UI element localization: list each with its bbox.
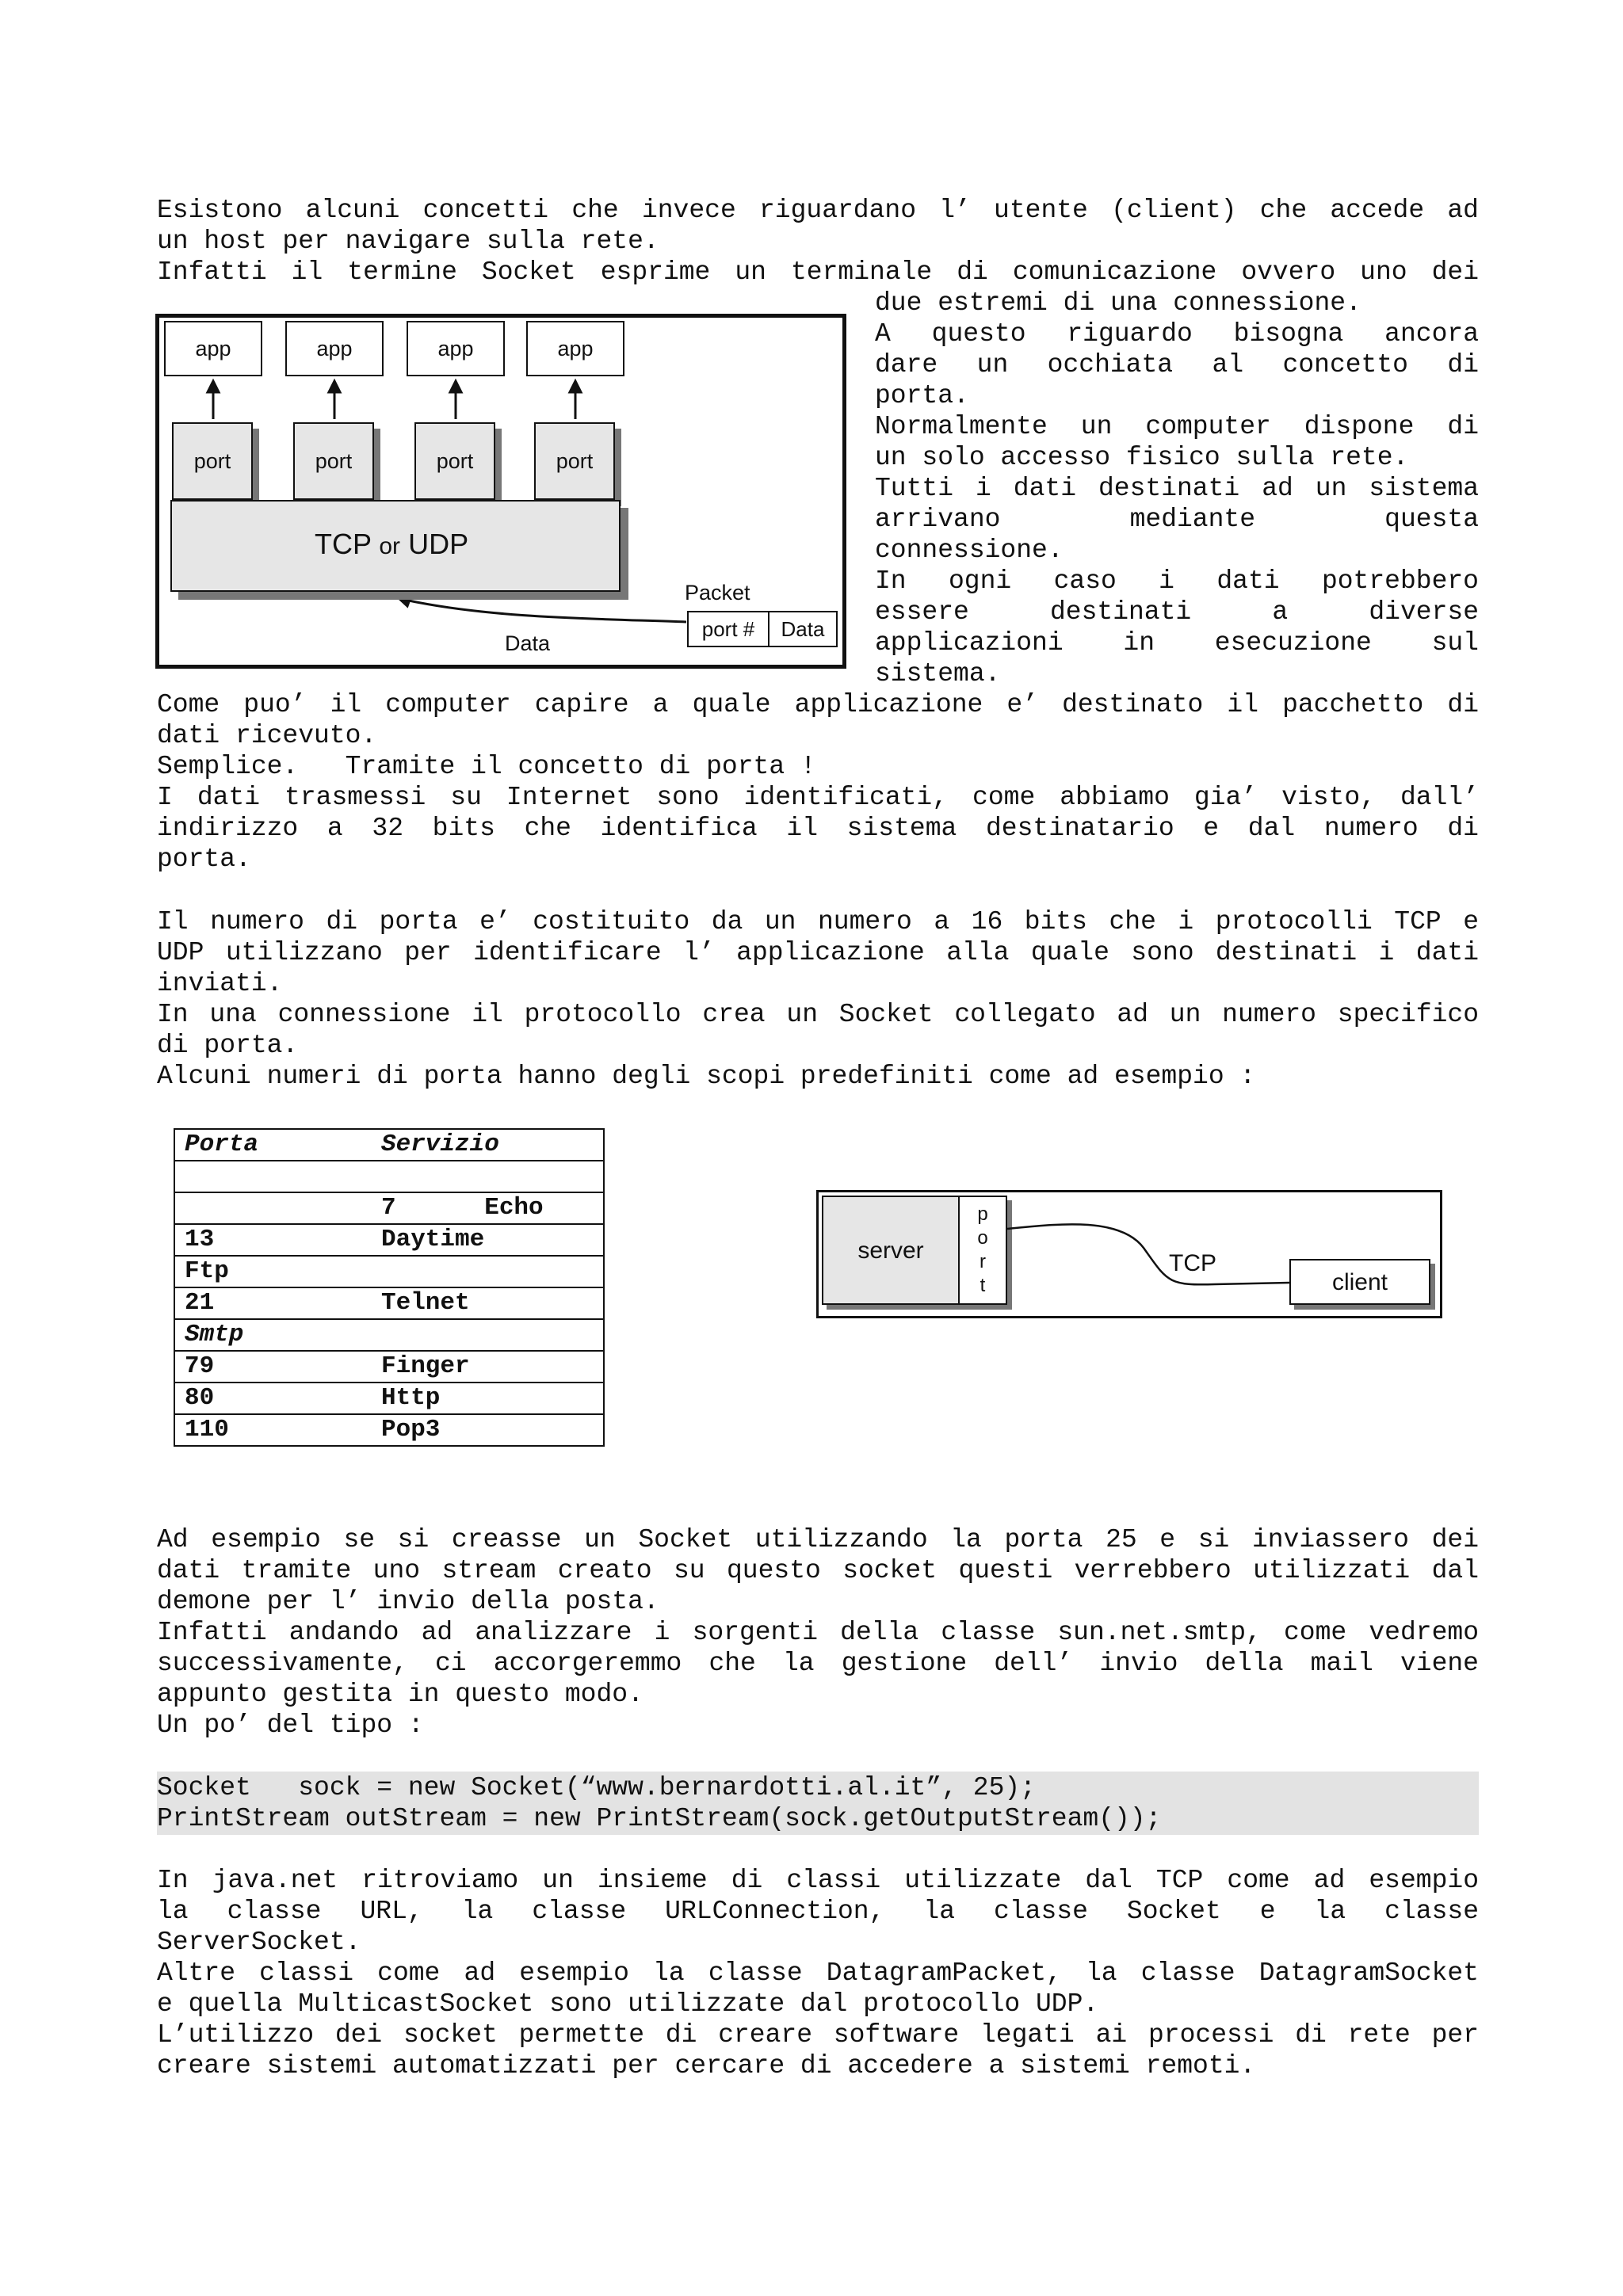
server-box: server	[822, 1196, 960, 1305]
packet-port-field: port #	[687, 611, 769, 647]
table-cell: 110	[174, 1414, 372, 1446]
paragraph-line: appunto gestita in questo modo.	[157, 1680, 643, 1709]
table-header: Servizio	[372, 1129, 604, 1161]
table-cell: Smtp	[174, 1319, 372, 1351]
app-box: app	[407, 321, 505, 376]
table-cell: Ftp	[174, 1256, 372, 1287]
paragraph-line: essere destinati a diverse	[875, 597, 1479, 627]
table-row	[174, 1287, 604, 1319]
tcp-label: TCP	[1169, 1250, 1216, 1276]
packet-label: Packet	[685, 581, 750, 605]
paragraph-line: dare un occhiata al concetto di	[875, 350, 1479, 379]
paragraph-line: Il numero di porta e’ costituito da un numero a 16 bits che i protocolli TCP e	[157, 907, 1479, 936]
paragraph-line: I dati trasmessi su Internet sono identificati, come abbiamo gia’ visto, dall’	[157, 783, 1479, 812]
paragraph-line: Infatti andando ad analizzare i sorgenti della classe sun.net.smtp, come vedremo	[157, 1618, 1479, 1647]
paragraph-line: di porta.	[157, 1031, 299, 1060]
app-box: app	[164, 321, 262, 376]
code-line: Socket sock = new Socket(“www.bernardotti.al.it”, 25);	[157, 1773, 1036, 1802]
server-client-diagram	[816, 1190, 1442, 1318]
table-header: Porta	[174, 1129, 372, 1161]
paragraph-line: ServerSocket.	[157, 1928, 361, 1957]
paragraph-line: Infatti il termine Socket esprime un terminale di comunicazione ovvero uno dei	[157, 257, 1479, 287]
paragraph-line: inviati.	[157, 969, 283, 998]
packet-data-field: Data	[768, 611, 838, 647]
paragraph-line: L’utilizzo dei socket permette di creare software legati ai processi di rete per	[157, 2020, 1479, 2050]
app-box: app	[526, 321, 624, 376]
paragraph-line: applicazioni in esecuzione sul	[875, 628, 1479, 658]
paragraph-line: Un po’ del tipo :	[157, 1711, 424, 1740]
table-row	[174, 1383, 604, 1414]
table-cell: 79	[174, 1351, 372, 1383]
paragraph-line: dati tramite uno stream creato su questo socket questi verrebbero utilizzati dal	[157, 1556, 1479, 1585]
paragraph-line: un host per navigare sulla rete.	[157, 227, 659, 256]
paragraph-line: Alcuni numeri di porta hanno degli scopi predefiniti come ad esempio :	[157, 1062, 1256, 1091]
table-cell	[372, 1319, 604, 1351]
paragraph-line: In java.net ritroviamo un insieme di classi utilizzate dal TCP come ad esempio	[157, 1866, 1479, 1895]
paragraph-line: Tutti i dati destinati ad un sistema	[875, 474, 1479, 503]
client-box: client	[1289, 1259, 1430, 1305]
port-box: port	[293, 422, 374, 500]
port-box: port	[534, 422, 615, 500]
table-row	[174, 1161, 604, 1192]
paragraph-line: In ogni caso i dati potrebbero	[875, 566, 1479, 596]
data-arrow-label: Data	[505, 631, 551, 655]
paragraph-line: demone per l’ invio della posta.	[157, 1587, 659, 1616]
port-table	[174, 1128, 605, 1447]
table-row	[174, 1414, 604, 1446]
paragraph-line: connessione.	[875, 536, 1064, 565]
paragraph-line: creare sistemi automatizzati per cercare di accedere a sistemi remoti.	[157, 2051, 1256, 2081]
table-cell	[372, 1161, 604, 1192]
table-row	[174, 1319, 604, 1351]
paragraph-line: porta.	[157, 845, 251, 874]
table-cell: Telnet	[372, 1287, 604, 1319]
paragraph-line: un solo accesso fisico sulla rete.	[875, 443, 1409, 472]
paragraph-line: la classe URL, la classe URLConnection, la classe Socket e la classe	[157, 1897, 1479, 1926]
table-cell: 7 Echo	[372, 1192, 604, 1224]
table-cell	[174, 1161, 372, 1192]
table-row	[174, 1224, 604, 1256]
table-cell	[372, 1256, 604, 1287]
table-cell	[174, 1192, 372, 1224]
socket-ports-diagram	[155, 314, 846, 669]
table-row	[174, 1256, 604, 1287]
paragraph-line: sistema.	[875, 659, 1001, 688]
paragraph-line: dati ricevuto.	[157, 721, 377, 750]
paragraph-line: arrivano mediante questa	[875, 505, 1479, 534]
table-cell: Pop3	[372, 1414, 604, 1446]
table-header-row	[174, 1129, 604, 1161]
paragraph-line: e quella MulticastSocket sono utilizzate dal protocollo UDP.	[157, 1989, 1099, 2019]
table-cell: Http	[372, 1383, 604, 1414]
table-row	[174, 1351, 604, 1383]
paragraph-line: successivamente, ci accorgeremmo che la gestione dell’ invio della mail viene	[157, 1649, 1479, 1678]
app-box: app	[285, 321, 384, 376]
port-box: port	[172, 422, 253, 500]
paragraph-line: In una connessione il protocollo crea un Socket collegato ad un numero specifico	[157, 1000, 1479, 1029]
table-cell: 80	[174, 1383, 372, 1414]
paragraph-line: A questo riguardo bisogna ancora	[875, 319, 1479, 349]
paragraph-line: Semplice. Tramite il concetto di porta !	[157, 752, 816, 781]
tcp-udp-label: TCP or UDP	[315, 528, 469, 560]
paragraph-line: due estremi di una connessione.	[875, 288, 1361, 318]
table-cell: Daytime	[372, 1224, 604, 1256]
paragraph-line: Altre classi come ad esempio la classe DatagramPacket, la classe DatagramSocket	[157, 1958, 1479, 1988]
port-box: p o r t	[958, 1196, 1007, 1305]
paragraph-line: porta.	[875, 381, 969, 410]
table-cell: 21	[174, 1287, 372, 1319]
paragraph-line: indirizzo a 32 bits che identifica il sistema destinatario e dal numero di	[157, 814, 1479, 843]
port-box: port	[414, 422, 495, 500]
table-cell: Finger	[372, 1351, 604, 1383]
paragraph-line: Ad esempio se si creasse un Socket utilizzando la porta 25 e si inviassero dei	[157, 1525, 1479, 1554]
paragraph-line: Esistono alcuni concetti che invece riguardano l’ utente (client) che accede ad	[157, 196, 1479, 225]
table-cell: 13	[174, 1224, 372, 1256]
paragraph-line: Come puo’ il computer capire a quale applicazione e’ destinato il pacchetto di	[157, 690, 1479, 719]
table-row	[174, 1192, 604, 1224]
code-line: PrintStream outStream = new PrintStream(sock.getOutputStream());	[157, 1804, 1162, 1833]
paragraph-line: Normalmente un computer dispone di	[875, 412, 1479, 441]
paragraph-line: UDP utilizzano per identificare l’ applicazione alla quale sono destinati i dati	[157, 938, 1479, 967]
